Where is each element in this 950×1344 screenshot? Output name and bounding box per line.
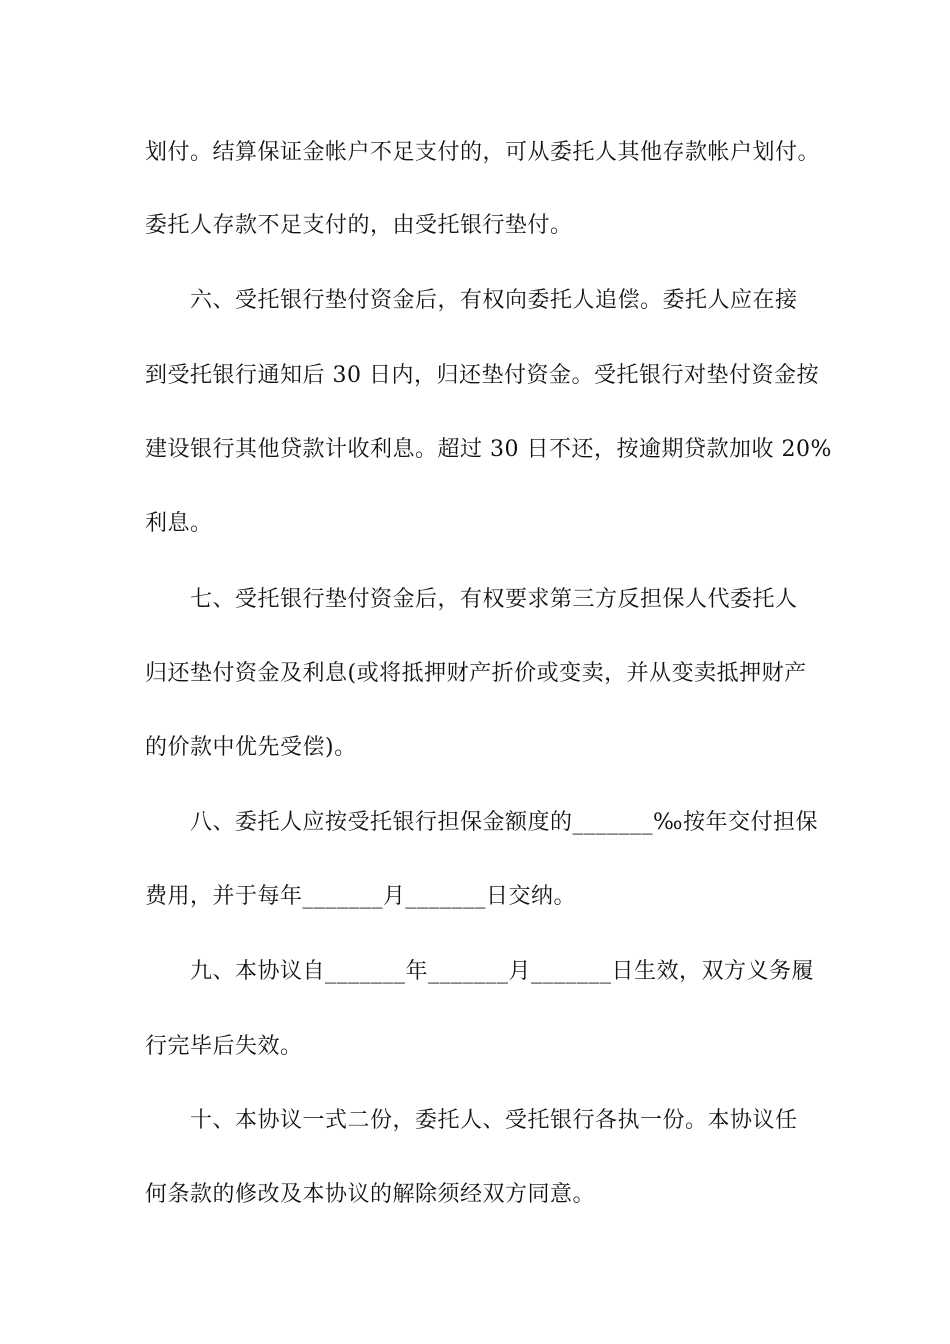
clause-6-line-1: 六、受托银行垫付资金后，有权向委托人追偿。委托人应在接 [190,288,798,313]
clause-10-line-2: 何条款的修改及本协议的解除须经双方同意。 [145,1182,596,1207]
clause-7-line-3: 的价款中优先受偿)。 [145,735,357,760]
clause-9-line-2: 行完毕后失效。 [145,1034,303,1059]
clause-10-line-1: 十、本协议一式二份，委托人、受托银行各执一份。本协议任 [190,1108,798,1133]
clause-6-line-4: 利息。 [145,511,213,536]
clause-6-line-3: 建设银行其他贷款计收利息。超过 30 日不还，按逾期贷款加收 20% [145,437,832,462]
text-line-2: 委托人存款不足支付的，由受托银行垫付。 [145,213,573,238]
clause-8-line-2: 费用，并于每年_______月_______日交纳。 [145,884,577,909]
clause-9-line-1: 九、本协议自_______年_______月_______日生效，双方义务履 [190,959,815,984]
text-line-1: 划付。结算保证金帐户不足支付的，可从委托人其他存款帐户划付。 [145,140,821,165]
clause-6-line-2: 到受托银行通知后 30 日内，归还垫付资金。受托银行对垫付资金按 [145,363,819,388]
clause-7-line-2: 归还垫付资金及利息(或将抵押财产折价或变卖，并从变卖抵押财产 [145,661,807,686]
clause-7-line-1: 七、受托银行垫付资金后，有权要求第三方反担保人代委托人 [190,587,798,612]
clause-8-line-1: 八、委托人应按受托银行担保金额度的_______‰按年交付担保 [190,810,819,835]
